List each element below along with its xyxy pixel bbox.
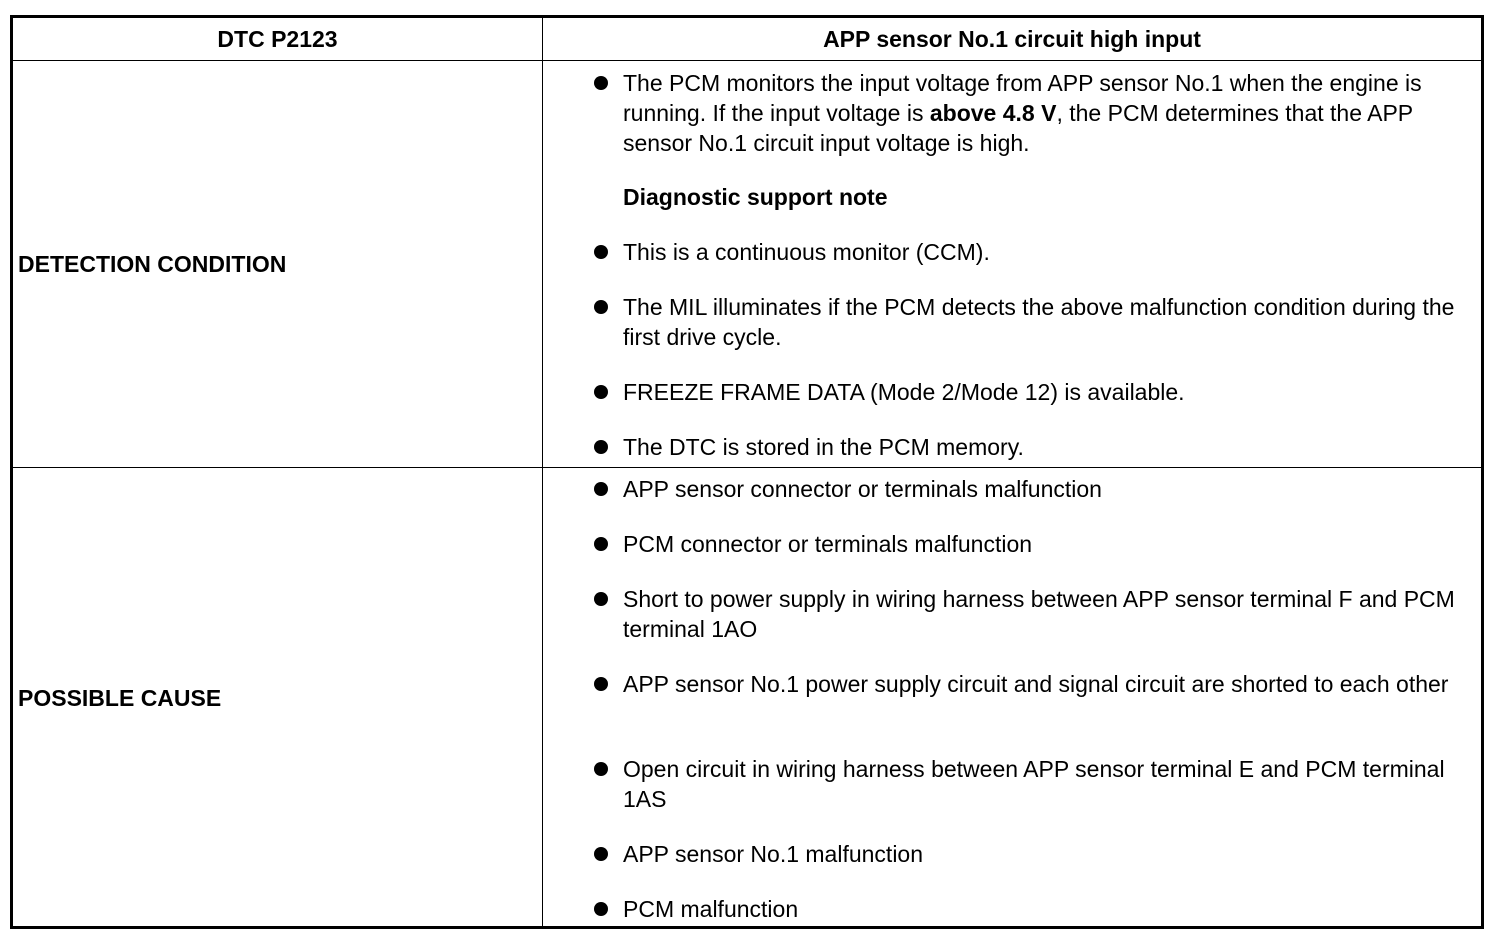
bullet-icon (594, 677, 608, 691)
note-item: This is a continuous monitor (CCM). (623, 239, 990, 265)
cause-item: APP sensor connector or terminals malfunction (623, 476, 1102, 502)
cause-item: APP sensor No.1 power supply circuit and signal circuit are shorted to each other (623, 671, 1449, 697)
diagnostic-note-title: Diagnostic support note (623, 184, 888, 210)
detection-condition-content (543, 61, 1481, 467)
header-dtc-title: APP sensor No.1 circuit high input (823, 25, 1201, 52)
detection-condition-label: DETECTION CONDITION (18, 250, 287, 277)
cause-item: PCM malfunction (623, 896, 799, 922)
possible-cause-label: POSSIBLE CAUSE (18, 685, 222, 711)
bullet-icon (594, 762, 608, 776)
possible-cause-content (543, 468, 1481, 929)
bullet-icon (594, 902, 608, 916)
bullet-icon (594, 245, 608, 259)
header-dtc-code: DTC P2123 (217, 25, 338, 52)
note-item: FREEZE FRAME DATA (Mode 2/Mode 12) is available. (623, 379, 1185, 405)
dtc-table (10, 15, 1484, 929)
cause-item: Short to power supply in wiring harness between APP sensor terminal F and PCM terminal 1AO (623, 586, 1455, 642)
bullet-icon (594, 592, 608, 606)
note-item: The MIL illuminates if the PCM detects the above malfunction condition during the first drive cycle. (623, 294, 1455, 350)
cause-item: APP sensor No.1 malfunction (623, 841, 924, 867)
bullet-icon (594, 300, 608, 314)
cause-item: Open circuit in wiring harness between APP sensor terminal E and PCM terminal 1AS (623, 756, 1445, 812)
bullet-icon (594, 537, 608, 551)
bullet-icon (594, 847, 608, 861)
cause-item: PCM connector or terminals malfunction (623, 531, 1033, 557)
bullet-icon (594, 385, 608, 399)
note-item: The DTC is stored in the PCM memory. (623, 434, 1024, 460)
detection-item: The PCM monitors the input voltage from APP sensor No.1 when the engine is running. If the input voltage is above 4.8 V, the PCM determines that the APP sensor No.1 circuit input voltage is high. (623, 70, 1422, 156)
bullet-icon (594, 482, 608, 496)
bullet-icon (594, 76, 608, 90)
bullet-icon (594, 440, 608, 454)
